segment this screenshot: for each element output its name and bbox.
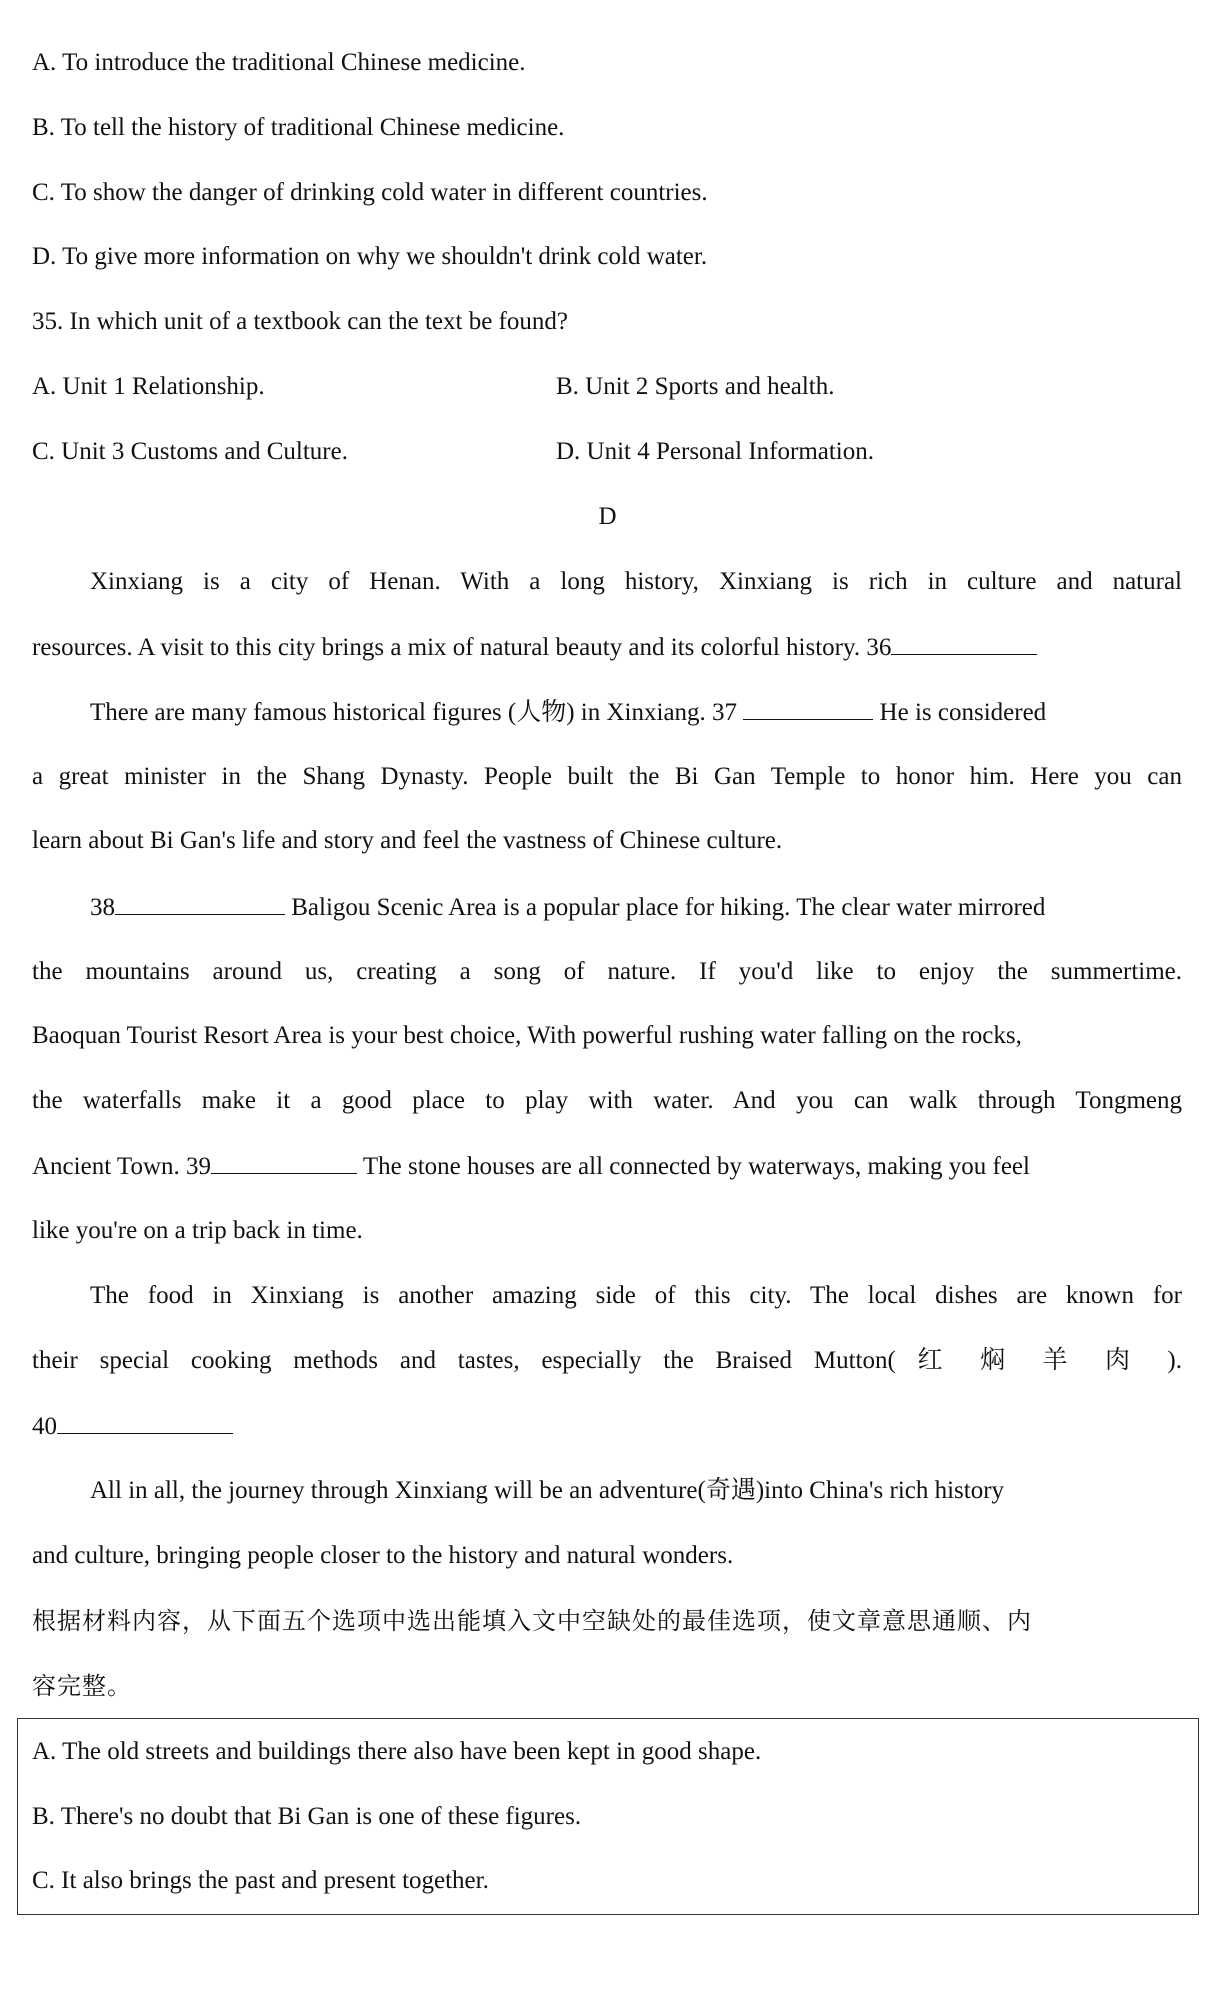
q35-option-d: D. Unit 4 Personal Information. xyxy=(556,438,875,465)
option-d-prev: D. To give more information on why we shouldn't drink cold water. xyxy=(32,243,708,270)
passage-line: Xinxiang is a city of Henan. With a long history, Xinxiang is rich in culture and natural xyxy=(90,568,1182,595)
passage-line: learn about Bi Gan's life and story and feel the vastness of Chinese culture. xyxy=(32,827,783,854)
q35-option-b: B. Unit 2 Sports and health. xyxy=(556,373,835,400)
passage-line: the waterfalls make it a good place to play with water. And you can walk through Tongmeng xyxy=(32,1087,1182,1114)
passage-text: There are many famous historical figures (人物) in Xinxiang. 37 xyxy=(90,699,738,726)
answer-blank-40[interactable] xyxy=(57,1411,233,1434)
passage-text: resources. A visit to this city brings a mix of natural beauty and its colorful history. 36 xyxy=(32,634,892,661)
passage-text: The stone houses are all connected by waterways, making you feel xyxy=(362,1153,1030,1180)
passage-line: and culture, bringing people closer to the history and natural wonders. xyxy=(32,1542,734,1569)
passage-text: 38 xyxy=(90,894,115,921)
passage-line: All in all, the journey through Xinxiang will be an adventure(奇遇)into China's rich history xyxy=(90,1477,1005,1504)
passage-line: like you're on a trip back in time. xyxy=(32,1217,363,1244)
passage-line: The food in Xinxiang is another amazing side of this city. The local dishes are known for xyxy=(90,1282,1182,1309)
passage-line: a great minister in the Shang Dynasty. People built the Bi Gan Temple to honor him. Here you can xyxy=(32,763,1182,790)
option-c-prev: C. To show the danger of drinking cold water in different countries. xyxy=(32,179,708,206)
instruction-line: 根据材料内容，从下面五个选项中选出能填入文中空缺处的最佳选项，使文章意思通顺、内 xyxy=(32,1607,1032,1635)
passage-line: their special cooking methods and tastes, especially the Braised Mutton( 红 焖 羊 肉 ). xyxy=(32,1347,1182,1374)
q35-option-a: A. Unit 1 Relationship. xyxy=(32,373,265,400)
box-option-c: C. It also brings the past and present together. xyxy=(32,1867,489,1894)
passage-line xyxy=(90,892,1045,922)
passage-line xyxy=(32,1411,233,1441)
box-option-b: B. There's no doubt that Bi Gan is one of these figures. xyxy=(32,1803,582,1830)
answer-blank-39[interactable] xyxy=(211,1151,357,1174)
answer-blank-37[interactable] xyxy=(743,697,873,720)
passage-line: the mountains around us, creating a song of nature. If you'd like to enjoy the summertime. xyxy=(32,958,1182,985)
answer-blank-36[interactable] xyxy=(891,632,1037,655)
box-option-a: A. The old streets and buildings there also have been kept in good shape. xyxy=(32,1738,762,1765)
passage-line xyxy=(32,632,1037,662)
section-title: D xyxy=(598,503,617,530)
instruction-line: 容完整。 xyxy=(32,1672,132,1700)
passage-text: He is considered xyxy=(879,699,1047,726)
passage-line: Baoquan Tourist Resort Area is your best choice, With powerful rushing water falling on the rocks, xyxy=(32,1022,1022,1049)
passage-text: 40 xyxy=(32,1413,57,1440)
q35-option-c: C. Unit 3 Customs and Culture. xyxy=(32,438,348,465)
passage-text: Baligou Scenic Area is a popular place for hiking. The clear water mirrored xyxy=(291,894,1046,921)
answer-blank-38[interactable] xyxy=(115,892,285,915)
passage-line xyxy=(32,1151,1030,1181)
passage-line xyxy=(90,697,1046,727)
option-b-prev: B. To tell the history of traditional Chinese medicine. xyxy=(32,114,565,141)
option-a-prev: A. To introduce the traditional Chinese medicine. xyxy=(32,49,526,76)
passage-text: Ancient Town. 39 xyxy=(32,1153,212,1180)
question-35: 35. In which unit of a textbook can the text be found? xyxy=(32,308,568,335)
